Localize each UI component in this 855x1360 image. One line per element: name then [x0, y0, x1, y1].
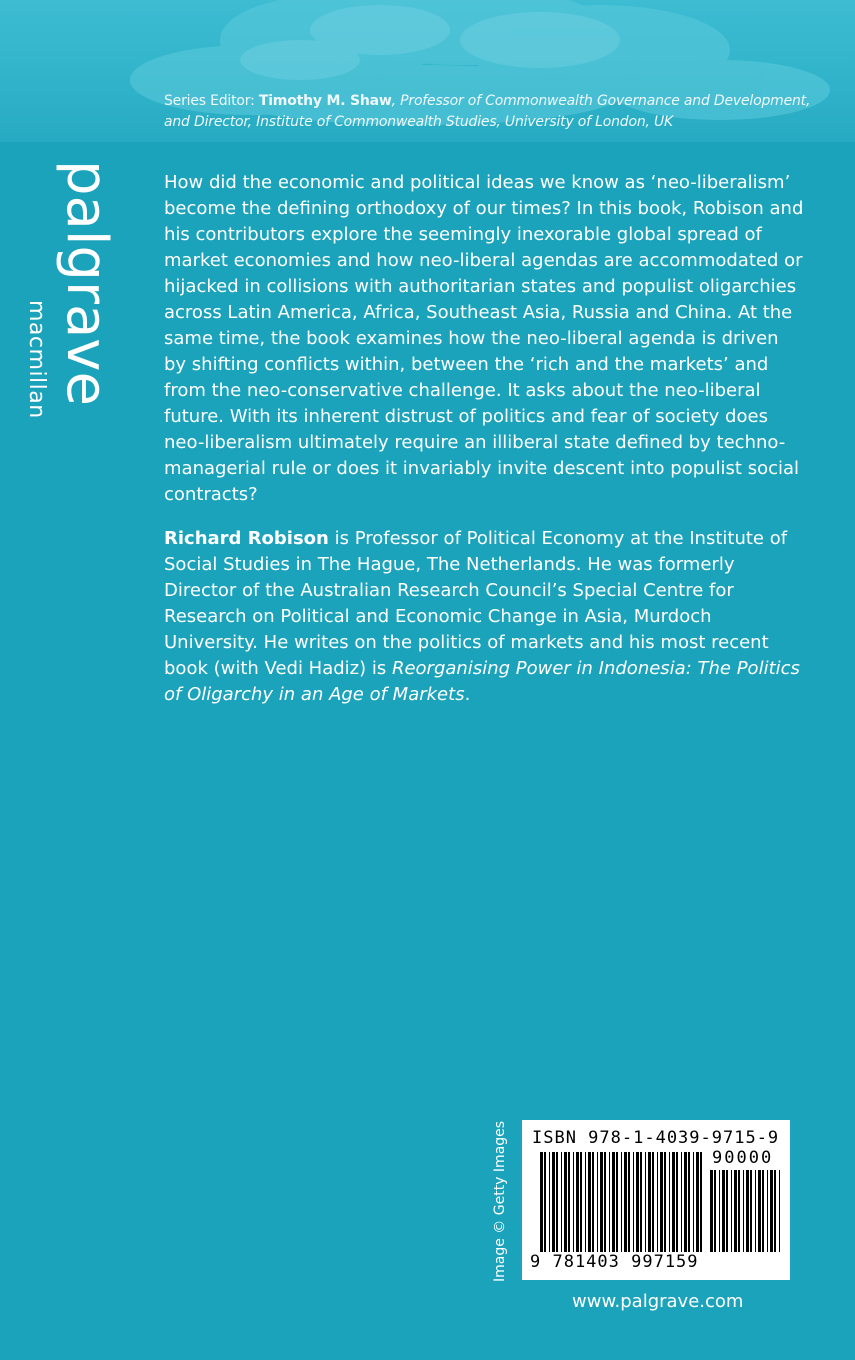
- header-band: [0, 0, 855, 142]
- isbn-digits: 9 781403 997159: [530, 1252, 699, 1272]
- series-prefix: Series Editor:: [164, 93, 259, 109]
- book-title: Reorganising Power in Indonesia: The Politics of Oligarchy in an Age of Markets: [164, 658, 800, 705]
- palgrave-logo: [18, 160, 119, 440]
- book-blurb: How did the economic and political ideas we know as ‘neo-liberalism’ become the defining orthodoxy of our times? In this book, Robison and his contributors explore the seemingly inexorable global spread of market economies and how neo-liberal agendas are accommodated or hijacked in collisions with authoritarian states and populist oligarchies across Latin America, Africa, Southeast Asia, Russia and China. At the same time, the book examines how the neo-liberal agenda is driven by shifting conflicts within, between the ‘rich and the markets’ and from the neo-conservative challenge. It asks about the neo-liberal future. With its inherent distrust of politics and fear of society does neo-liberalism ultimately require an illiberal state defined by techno-managerial rule or does it invariably invite descent into populist social contracts?: [164, 172, 804, 505]
- addon-bars: [710, 1170, 782, 1252]
- bio-text: is Professor of Political Economy at the Institute of Social Studies in The Hague, The Netherlands. He was formerly Director of the Australian Research Council’s Special Centre for Research on Political and Economic Change in Asia, Murdoch University. He writes on the politics of markets and his most recent book (with Vedi Hadiz) is: [164, 528, 788, 679]
- editor-title: , Professor of Commonwealth Governance and Development, and Director, Institute of Commonwealth Studies, University of London, UK: [164, 93, 811, 130]
- bio-end: .: [464, 684, 471, 705]
- series-editor: [164, 91, 824, 133]
- author-bio: [164, 526, 804, 708]
- barcode-bars: [540, 1152, 705, 1252]
- addon-number: 90000: [712, 1148, 774, 1168]
- isbn-label: ISBN 978-1-4039-9715-9: [532, 1128, 780, 1148]
- image-credit: Image © Getty Images: [492, 1120, 508, 1282]
- barcode: [522, 1120, 790, 1280]
- logo-macmillan: macmillan: [24, 300, 49, 419]
- logo-palgrave: palgrave: [54, 160, 119, 406]
- author-name: Richard Robison: [164, 528, 329, 549]
- editor-name: Timothy M. Shaw: [258, 93, 392, 109]
- website-url: www.palgrave.com: [572, 1291, 744, 1312]
